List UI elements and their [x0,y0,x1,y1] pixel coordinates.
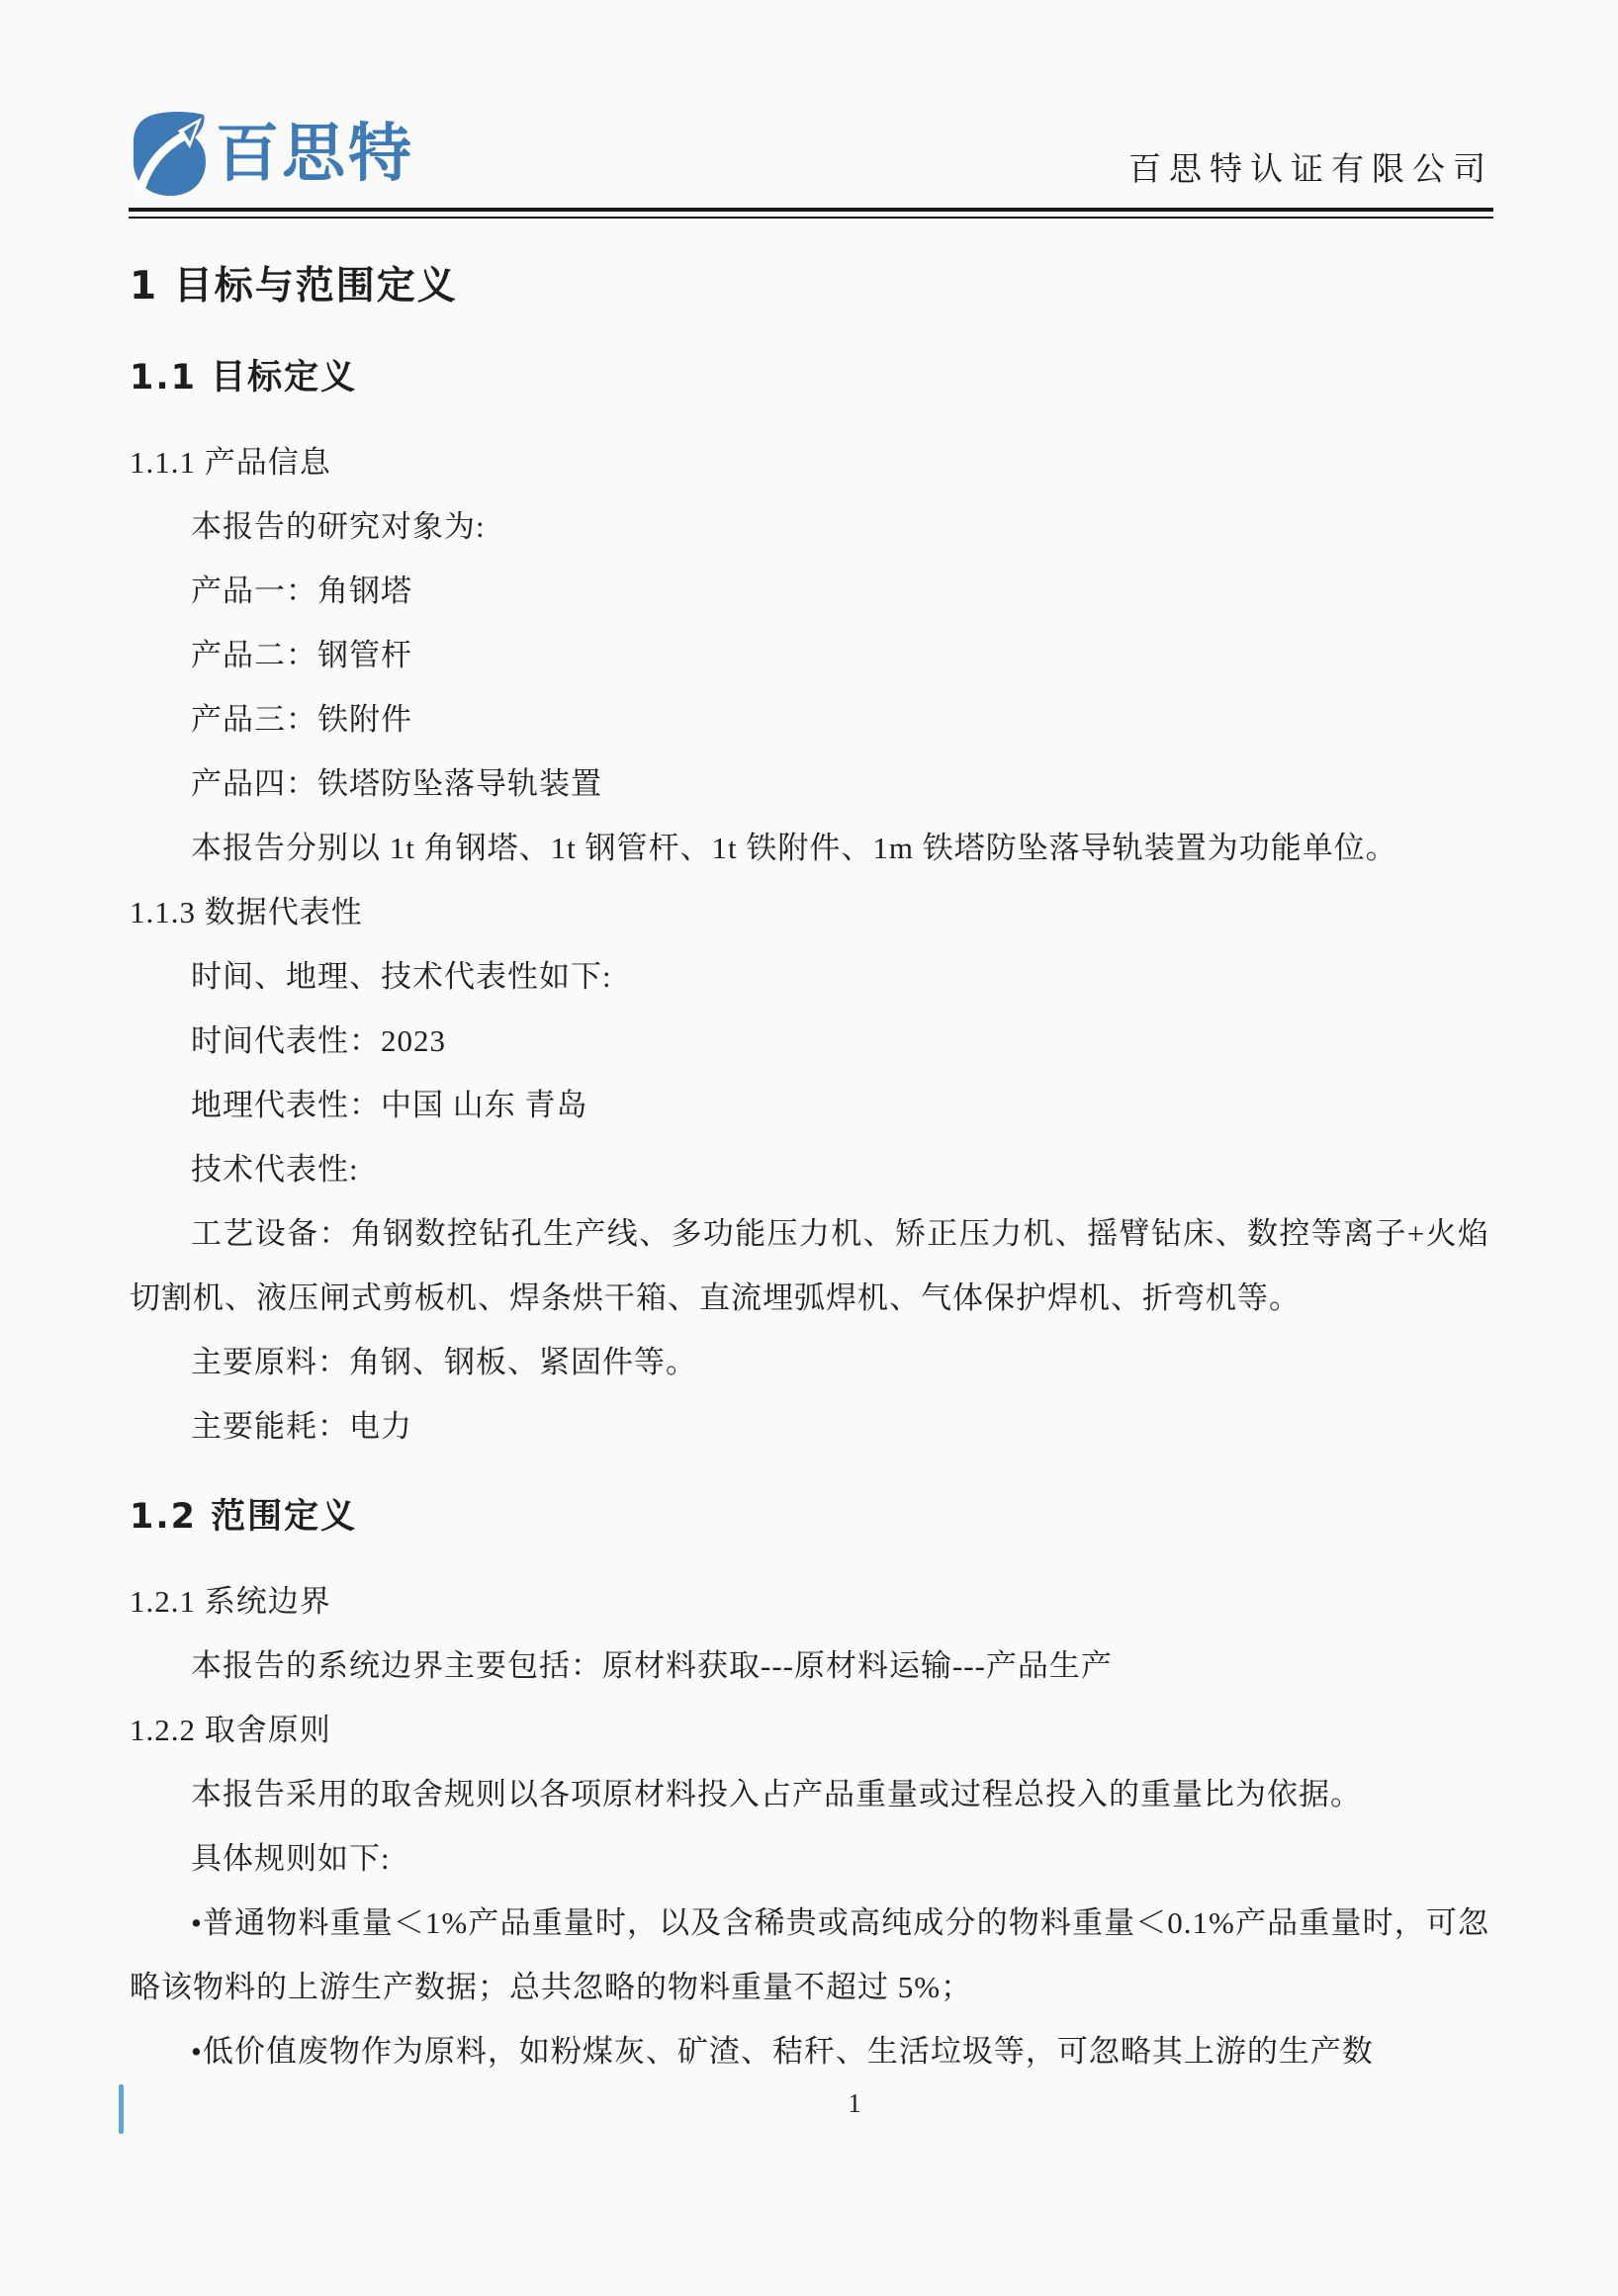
heading-level-2: 1.2 范围定义 [130,1497,358,1537]
company-name: 百思特认证有限公司 [1128,152,1493,188]
paragraph: 主要能耗：电力 [191,1409,412,1444]
paragraph: 本报告的研究对象为: [191,509,486,544]
paragraph: 产品二：钢管杆 [191,638,412,672]
paragraph: 主要原料：角钢、钢板、紧固件等。 [191,1345,697,1379]
paragraph: 产品三：铁附件 [191,702,412,737]
paragraph: 本报告的系统边界主要包括：原材料获取---原材料运输---产品生产 [191,1648,1113,1683]
heading-level-3: 1.2.1 系统边界 [130,1584,331,1619]
paragraph: 地理代表性：中国 山东 青岛 [191,1088,588,1122]
paragraph: 本报告分别以 1t 角钢塔、1t 钢管杆、1t 铁附件、1m 铁塔防坠落导轨装置为功能单位。 [191,831,1397,865]
scan-artifact-mark [119,2084,124,2134]
paragraph: 具体规则如下: [191,1841,391,1876]
bullet-item: •普通物料重量＜1%产品重量时，以及含稀贵或高纯成分的物料重量＜0.1%产品重量时，可忽略该物料的上游生产数据；总共忽略的物料重量不超过 5%； [130,1905,1489,2004]
paragraph: 时间代表性：2023 [191,1023,446,1058]
document-body [0,219,1618,2083]
header-divider-rule [129,208,1493,219]
paragraph: 产品一：角钢塔 [191,574,412,608]
heading-level-3: 1.1.3 数据代表性 [130,895,363,929]
page-footer [129,2088,1489,2119]
heading-level-1: 1 目标与范围定义 [130,264,458,309]
heading-level-3: 1.1.1 产品信息 [130,445,331,480]
paragraph: 时间、地理、技术代表性如下: [191,959,612,994]
paragraph: 工艺设备：角钢数控钻孔生产线、多功能压力机、矫正压力机、摇臂钻床、数控等离子+火焰切割机、液压闸式剪板机、焊条烘干箱、直流埋弧焊机、气体保护焊机、折弯机等。 [130,1216,1489,1315]
page-number: 1 [848,2088,861,2118]
company-logo [129,111,414,198]
paragraph: 技术代表性: [191,1152,359,1187]
heading-level-2: 1.1 目标定义 [130,358,358,397]
b-arrow-logo-icon [129,111,208,198]
paragraph: 产品四：铁塔防坠落导轨装置 [191,766,602,801]
paragraph: 本报告采用的取舍规则以各项原材料投入占产品重量或过程总投入的重量比为依据。 [191,1777,1362,1811]
logo-text: 百思特 [216,118,414,191]
bullet-item: •低价值废物作为原料，如粉煤灰、矿渣、秸秆、生活垃圾等，可忽略其上游的生产数 [191,2034,1374,2069]
heading-level-3: 1.2.2 取舍原则 [130,1713,331,1747]
page-header [0,0,1618,219]
